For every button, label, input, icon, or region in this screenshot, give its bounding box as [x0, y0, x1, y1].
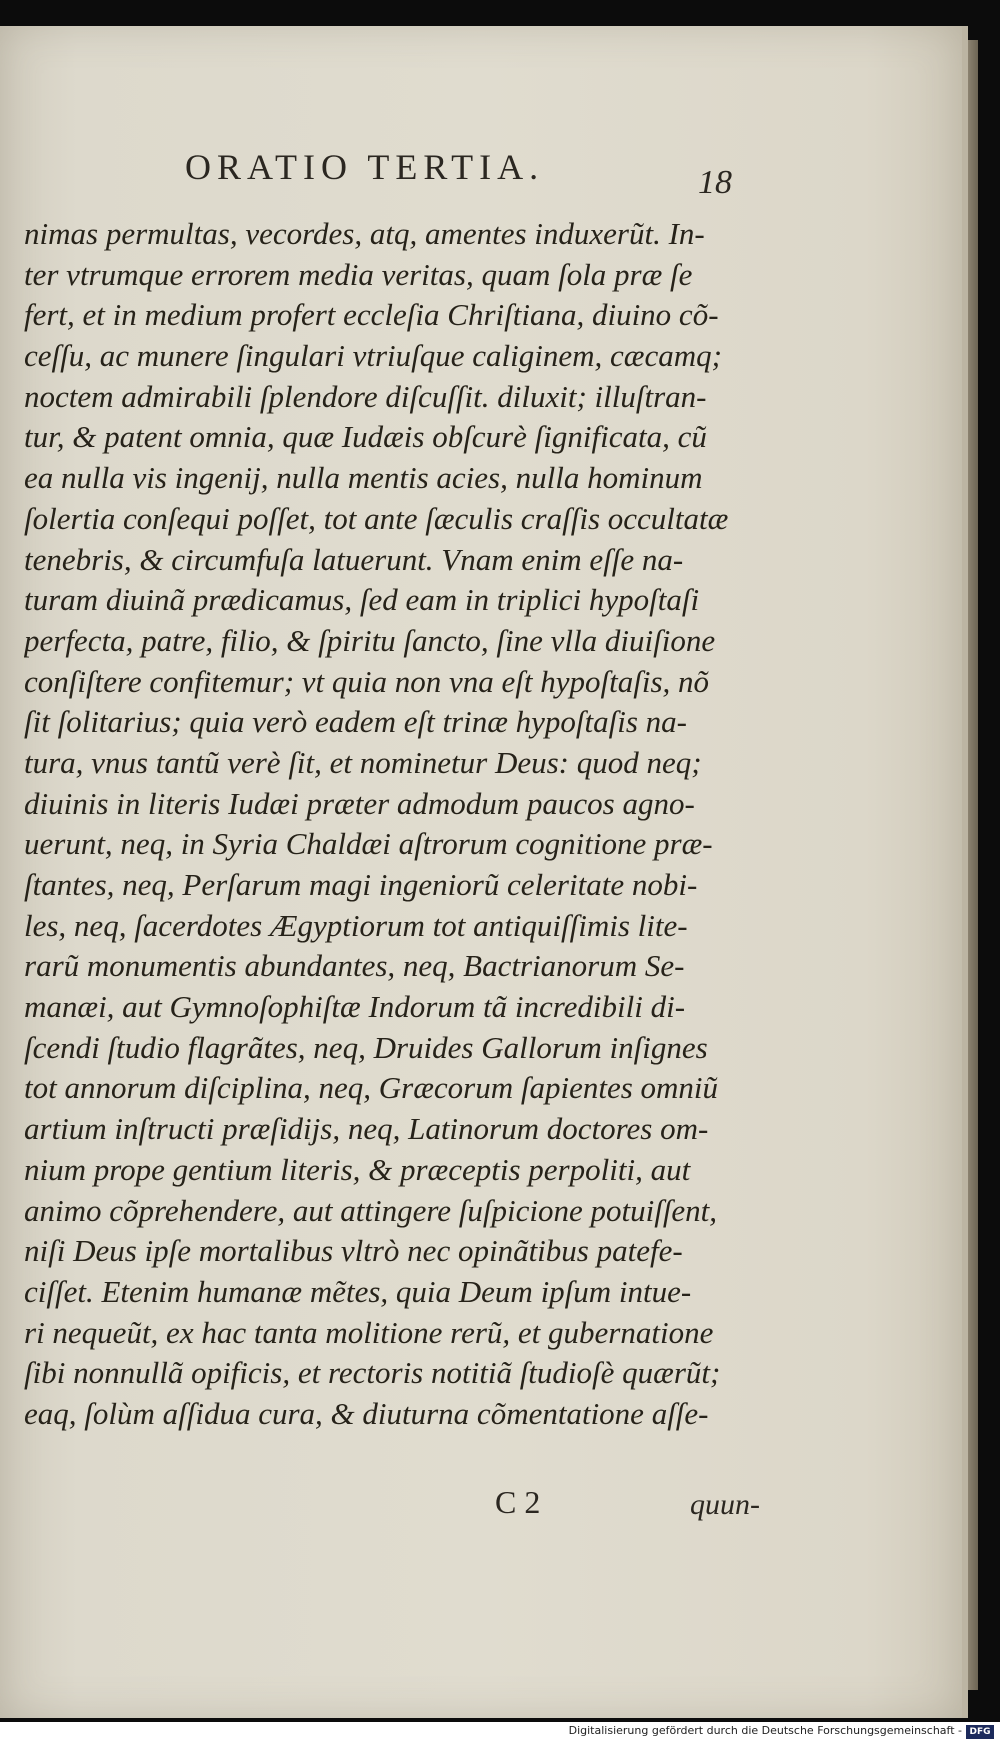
- book-page: [0, 26, 968, 1718]
- body-text: [24, 214, 776, 1435]
- signature-mark: C 2: [495, 1484, 541, 1520]
- text-line: diuinis in literis Iudæi præter admodum paucos agno-: [24, 785, 695, 821]
- text-line: animo cõprehendere, aut attingere ſuſpicione potuiſſent,: [24, 1192, 718, 1228]
- text-line: ſit ſolitarius; quia verò eadem eſt trinæ hypoſtaſis na-: [24, 704, 688, 740]
- footer-bar: [0, 1722, 1000, 1745]
- text-line: conſiſtere confitemur; vt quia non vna eſt hypoſtaſis, nõ: [24, 663, 710, 699]
- text-line: ceſſu, ac munere ſingulari vtriuſque caliginem, cæcamq;: [24, 338, 722, 374]
- dfg-logo: DFG: [966, 1725, 994, 1739]
- text-line: ſcendi ſtudio flagrãtes, neq, Druides Gallorum inſignes: [24, 1029, 708, 1065]
- text-line: ter vtrumque errorem media veritas, quam ſola præ ſe: [24, 256, 693, 292]
- text-line: turam diuinã prædicamus, ſed eam in triplici hypoſtaſi: [24, 582, 700, 618]
- running-title: ORATIO TERTIA.: [185, 147, 545, 187]
- text-line: ri nequeũt, ex hac tanta molitione rerũ, et gubernatione: [24, 1314, 714, 1350]
- text-line: nium prope gentium literis, & præceptis perpoliti, aut: [24, 1151, 691, 1187]
- funding-credit: Digitalisierung gefördert durch die Deutsche Forschungsgemeinschaft -: [568, 1724, 962, 1737]
- text-line: niſi Deus ipſe mortalibus vltrò nec opinãtibus patefe-: [24, 1233, 683, 1269]
- text-line: eaq, ſolùm aſſidua cura, & diuturna cõmentatione aſſe-: [24, 1395, 709, 1431]
- text-line: ſolertia conſequi poſſet, tot ante ſæculis craſſis occultatæ: [24, 500, 729, 536]
- catchword: quun-: [690, 1488, 760, 1521]
- text-line: fert, et in medium profert eccleſia Chriſtiana, diuino cõ-: [24, 297, 719, 333]
- text-line: noctem admirabili ſplendore diſcuſſit. diluxit; illuſtran-: [24, 378, 707, 414]
- page-number: 18: [698, 164, 732, 201]
- text-line: tura, vnus tantũ verè ſit, et nominetur Deus: quod neq;: [24, 744, 702, 780]
- text-line: artium inſtructi præſidijs, neq, Latinorum doctores om-: [24, 1111, 709, 1147]
- text-line: perfecta, patre, filio, & ſpiritu ſancto, ſine vlla diuiſione: [24, 622, 716, 658]
- text-line: les, neq, ſacerdotes Ægyptiorum tot antiquiſſimis lite-: [24, 907, 688, 943]
- text-line: uerunt, neq, in Syria Chaldæi aſtrorum cognitione præ-: [24, 826, 713, 862]
- text-line: tot annorum diſciplina, neq, Græcorum ſapientes omniũ: [24, 1070, 719, 1106]
- text-line: ſibi nonnullã opificis, et rectoris notitiã ſtudioſè quærũt;: [24, 1355, 721, 1391]
- text-line: nimas permultas, vecordes, atq, amentes induxerũt. In-: [24, 216, 705, 251]
- text-line: ea nulla vis ingenij, nulla mentis acies, nulla hominum: [24, 460, 703, 496]
- text-line: ciſſet. Etenim humanæ mẽtes, quia Deum ipſum intue-: [24, 1273, 692, 1309]
- text-line: tenebris, & circumfuſa latuerunt. Vnam enim eſſe na-: [24, 541, 684, 577]
- text-line: rarũ monumentis abundantes, neq, Bactrianorum Se-: [24, 948, 685, 984]
- text-line: manæi, aut Gymnoſophiſtæ Indorum tã incredibili di-: [24, 989, 686, 1025]
- text-line: tur, & patent omnia, quæ Iudæis obſcurè ſignificata, cũ: [24, 419, 707, 455]
- text-line: ſtantes, neq, Perſarum magi ingeniorũ celeritate nobi-: [24, 867, 698, 902]
